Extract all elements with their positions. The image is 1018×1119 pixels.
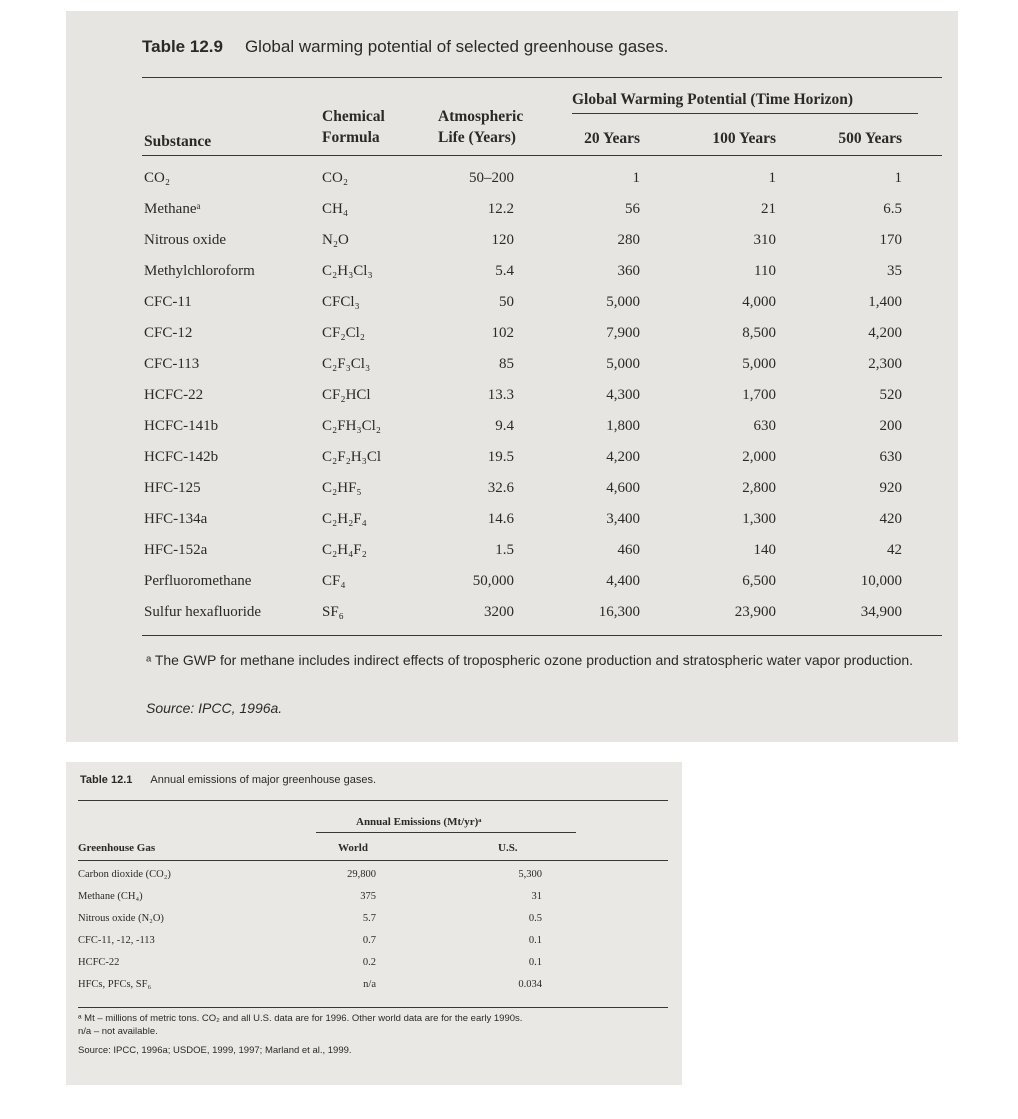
cell-y500: 630: [879, 449, 902, 465]
cell-y20: 1,800: [606, 418, 640, 434]
cell-life: 13.3: [487, 387, 514, 403]
cell-formula: CO₂: [322, 170, 349, 186]
cell-formula: CH₄: [322, 201, 349, 217]
source: Source: IPCC, 1996a.: [146, 700, 283, 716]
cell-world: 0.7: [362, 935, 376, 946]
cell-y500: 34,900: [860, 604, 902, 620]
cell-life: 102: [491, 325, 514, 341]
table-12-1-page: [66, 762, 682, 1085]
cell-gas: Methane (CH₄): [78, 891, 143, 902]
cell-y20: 4,600: [606, 480, 640, 496]
cell-y500: 10,000: [860, 573, 902, 589]
cell-life: 120: [491, 232, 514, 248]
cell-life: 14.6: [487, 511, 514, 527]
cell-formula: C₂HF₅: [322, 480, 362, 496]
group-rule: [316, 832, 576, 833]
cell-us: 5,300: [518, 869, 542, 880]
cell-substance: HFC-134a: [144, 511, 208, 527]
cell-y20: 3,400: [606, 511, 640, 527]
cell-y500: 2,300: [868, 356, 902, 372]
cell-y20: 360: [617, 263, 640, 279]
gwp-group-rule: [572, 113, 918, 114]
cell-y20: 4,400: [606, 573, 640, 589]
cell-life: 50: [499, 294, 514, 310]
cell-y500: 520: [879, 387, 902, 403]
cell-y500: 200: [879, 418, 902, 434]
cell-formula: C₂FH₃Cl₂: [322, 418, 382, 434]
cell-formula: CF₄: [322, 573, 346, 589]
cell-y500: 170: [879, 232, 902, 248]
cell-y100: 630: [753, 418, 776, 434]
cell-y100: 4,000: [742, 294, 776, 310]
header-gwp-group: Global Warming Potential (Time Horizon): [572, 91, 853, 108]
header-rule: [142, 155, 942, 156]
cell-substance: CFC-113: [144, 356, 200, 372]
cell-y100: 23,900: [734, 604, 776, 620]
cell-life: 50,000: [472, 573, 514, 589]
cell-world: n/a: [363, 979, 376, 990]
cell-formula: C₂F₃Cl₃: [322, 356, 371, 372]
footnote: ᵃ The GWP for methane includes indirect effects of tropospheric ozone production and stratospheric water vapor production.: [146, 652, 914, 668]
cell-substance: Methaneᵃ: [144, 201, 201, 217]
cell-world: 0.2: [362, 957, 376, 968]
cell-us: 0.1: [528, 957, 542, 968]
cell-gas: HCFC-22: [78, 957, 120, 968]
header-500-years: 500 Years: [838, 130, 902, 147]
header-gas: Greenhouse Gas: [78, 842, 156, 854]
header-world: World: [338, 842, 368, 854]
cell-formula: C₂H₄F₂: [322, 542, 367, 558]
cell-substance: HCFC-141b: [144, 418, 219, 434]
top-rule: [78, 800, 668, 801]
cell-substance: HFC-125: [144, 480, 201, 496]
cell-y20: 1: [632, 170, 640, 186]
cell-y100: 1,300: [742, 511, 776, 527]
cell-y100: 8,500: [742, 325, 776, 341]
cell-y100: 5,000: [742, 356, 776, 372]
cell-y20: 7,900: [606, 325, 640, 341]
cell-life: 19.5: [487, 449, 514, 465]
header-rule: [78, 860, 668, 861]
bottom-rule: [78, 1007, 668, 1008]
table-12-9-page: [66, 11, 958, 742]
cell-y20: 4,200: [606, 449, 640, 465]
cell-world: 29,800: [347, 869, 376, 880]
cell-substance: HFC-152a: [144, 542, 208, 558]
cell-life: 1.5: [495, 542, 514, 558]
cell-y100: 310: [753, 232, 776, 248]
cell-y500: 420: [879, 511, 902, 527]
cell-substance: Sulfur hexafluoride: [144, 604, 262, 620]
header-life: Atmospheric Life (Years): [438, 108, 524, 146]
cell-gas: Carbon dioxide (CO₂): [78, 869, 171, 880]
cell-formula: CFCl₃: [322, 294, 360, 310]
cell-world: 5.7: [362, 913, 376, 924]
cell-y100: 1,700: [742, 387, 776, 403]
table-caption: Annual emissions of major greenhouse gases.: [150, 774, 377, 786]
cell-y100: 2,000: [742, 449, 776, 465]
cell-substance: CFC-12: [144, 325, 193, 341]
cell-substance: CFC-11: [144, 294, 192, 310]
cell-y500: 35: [887, 263, 902, 279]
cell-formula: C₂H₂F₄: [322, 511, 367, 527]
header-us: U.S.: [498, 842, 518, 854]
cell-life: 50–200: [469, 170, 514, 186]
footnote-2: n/a – not available.: [78, 1026, 158, 1037]
table-caption: Global warming potential of selected greenhouse gases.: [244, 37, 669, 56]
cell-y20: 56: [625, 201, 640, 217]
top-rule: [142, 77, 942, 78]
table-label: Table 12.1: [80, 774, 133, 786]
cell-y500: 4,200: [868, 325, 902, 341]
cell-life: 5.4: [495, 263, 514, 279]
cell-y500: 6.5: [883, 201, 902, 217]
cell-y100: 140: [753, 542, 776, 558]
cell-formula: C₂F₂H₃Cl: [322, 449, 382, 465]
cell-y500: 920: [879, 480, 902, 496]
cell-y20: 460: [617, 542, 640, 558]
cell-us: 0.1: [528, 935, 542, 946]
bottom-rule: [142, 635, 942, 636]
cell-gas: HFCs, PFCs, SF₆: [78, 979, 152, 990]
cell-y20: 16,300: [598, 604, 640, 620]
source: Source: IPCC, 1996a; USDOE, 1999, 1997; Marland et al., 1999.: [78, 1045, 352, 1056]
cell-us: 0.034: [518, 979, 542, 990]
cell-life: 32.6: [487, 480, 514, 496]
cell-y100: 21: [761, 201, 776, 217]
cell-substance: Perfluoromethane: [144, 573, 252, 589]
cell-gas: Nitrous oxide (N₂O): [78, 913, 164, 924]
cell-y500: 1,400: [868, 294, 902, 310]
cell-substance: CO₂: [144, 170, 171, 186]
cell-y100: 1: [768, 170, 776, 186]
cell-y20: 5,000: [606, 294, 640, 310]
header-substance: Substance: [144, 133, 212, 150]
cell-y500: 1: [894, 170, 902, 186]
cell-gas: CFC-11, -12, -113: [78, 935, 155, 946]
cell-formula: CF₂HCl: [322, 387, 371, 403]
cell-y20: 4,300: [606, 387, 640, 403]
header-100-years: 100 Years: [712, 130, 776, 147]
cell-substance: HCFC-22: [144, 387, 204, 403]
cell-life: 12.2: [487, 201, 514, 217]
table-label: Table 12.9: [142, 37, 223, 56]
cell-y100: 110: [754, 263, 776, 279]
cell-formula: C₂H₃Cl₃: [322, 263, 373, 279]
cell-life: 9.4: [495, 418, 514, 434]
table-title: [142, 37, 668, 57]
footnote-1: ᵃ Mt – millions of metric tons. CO₂ and all U.S. data are for 1996. Other world data are for the early 1990s.: [78, 1013, 523, 1024]
cell-formula: CF₂Cl₂: [322, 325, 365, 341]
cell-life: 3200: [484, 604, 514, 620]
table-title: [80, 774, 376, 786]
cell-y20: 280: [617, 232, 640, 248]
header-formula: Chemical Formula: [322, 108, 385, 146]
cell-substance: Nitrous oxide: [144, 232, 227, 248]
cell-y100: 2,800: [742, 480, 776, 496]
header-20-years: 20 Years: [584, 130, 640, 147]
cell-world: 375: [360, 891, 376, 902]
cell-us: 31: [531, 891, 542, 902]
cell-formula: SF₆: [322, 604, 344, 620]
cell-formula: N₂O: [322, 232, 349, 248]
cell-substance: HCFC-142b: [144, 449, 219, 465]
cell-y500: 42: [887, 542, 902, 558]
cell-us: 0.5: [528, 913, 542, 924]
cell-y100: 6,500: [742, 573, 776, 589]
header-group: Annual Emissions (Mt/yr)ᵃ: [356, 816, 482, 828]
cell-life: 85: [499, 356, 514, 372]
cell-y20: 5,000: [606, 356, 640, 372]
cell-substance: Methylchloroform: [144, 263, 255, 279]
